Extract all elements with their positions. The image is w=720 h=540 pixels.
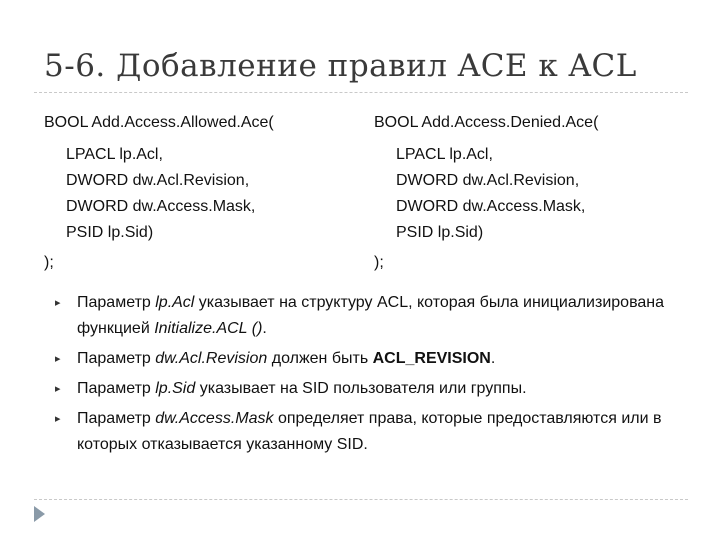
next-slide-arrow-icon[interactable] <box>34 506 45 522</box>
right-triangle-bullet-icon: ▸ <box>55 353 61 365</box>
function-close: ); <box>44 254 54 271</box>
function-argument: PSID lp.Sid) <box>396 224 484 241</box>
function-argument: DWORD dw.Acl.Revision, <box>66 172 250 189</box>
function-argument: PSID lp.Sid) <box>66 224 154 241</box>
function-close: ); <box>374 254 384 271</box>
bullet-item: ▸ Параметр dw.Access.Mask определяет права, которые предоставляются или в которых отказывается указанному SID. <box>55 406 685 458</box>
bullet-item: ▸ Параметр dw.Acl.Revision должен быть ACL_REVISION. <box>55 346 685 372</box>
function-argument: LPACL lp.Acl, <box>66 146 163 163</box>
right-triangle-bullet-icon: ▸ <box>55 383 61 395</box>
function-argument: DWORD dw.Acl.Revision, <box>396 172 580 189</box>
function-argument: DWORD dw.Access.Mask, <box>396 198 586 215</box>
function-signature: BOOL Add.Access.Allowed.Ace( <box>44 114 274 131</box>
title-divider <box>34 92 688 93</box>
right-triangle-bullet-icon: ▸ <box>55 297 61 309</box>
function-signature: BOOL Add.Access.Denied.Ace( <box>374 114 599 131</box>
function-argument: LPACL lp.Acl, <box>396 146 493 163</box>
slide-title: 5-6. Добавление правил ACE к ACL <box>44 48 637 84</box>
footer-divider <box>34 499 688 500</box>
code-block-allowed <box>44 110 274 276</box>
function-argument: DWORD dw.Access.Mask, <box>66 198 256 215</box>
bullet-item: ▸ Параметр lp.Sid указывает на SID пользователя или группы. <box>55 376 685 402</box>
bullet-list <box>55 290 685 462</box>
bullet-item: ▸ Параметр lp.Acl указывает на структуру ACL, которая была инициализирована функцией Initialize.ACL (). <box>55 290 685 342</box>
code-block-denied <box>374 110 598 276</box>
right-triangle-bullet-icon: ▸ <box>55 413 61 425</box>
